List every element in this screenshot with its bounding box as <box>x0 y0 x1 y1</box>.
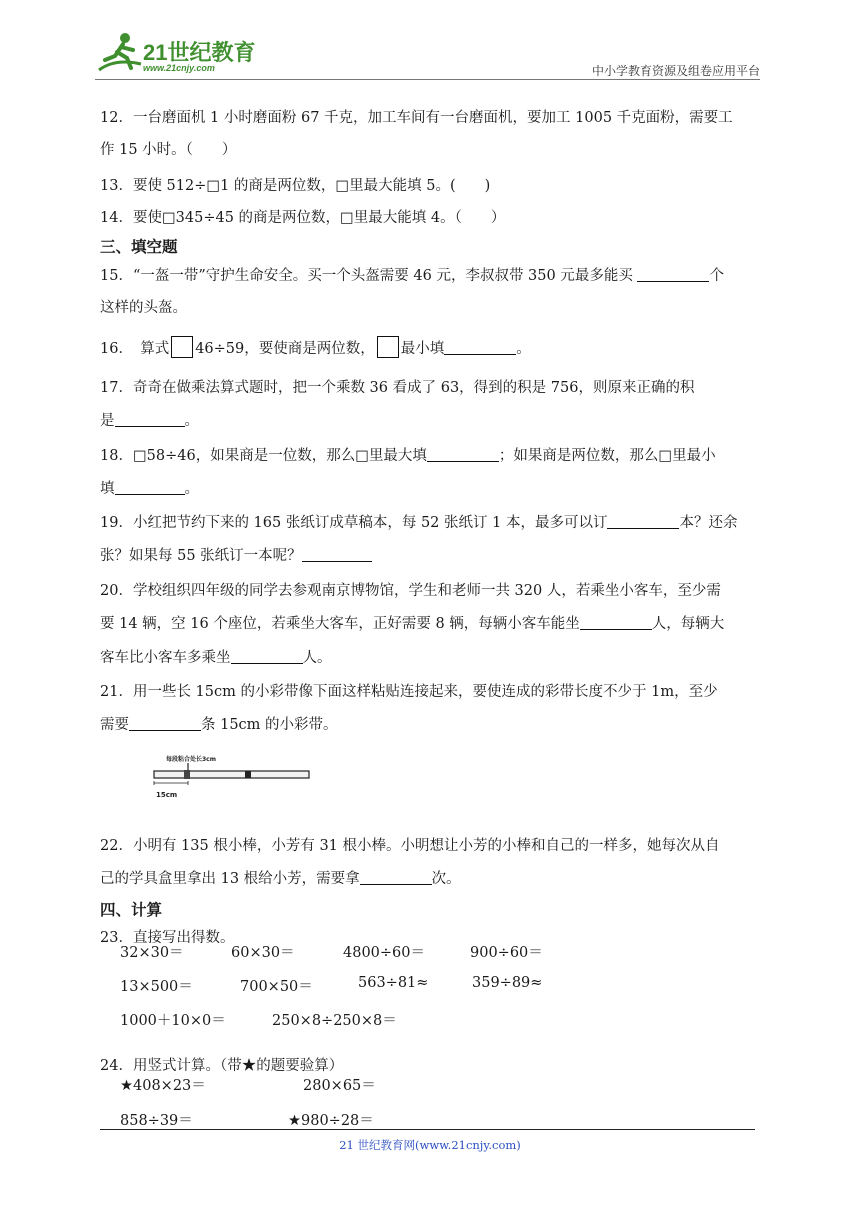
q21-line2: 需要 条 15cm 的小彩带。 <box>100 717 338 733</box>
calc-item: 13×500＝ <box>120 979 193 995</box>
logo-text: 21世纪教育 <box>143 40 256 65</box>
logo-url: www.21cnjy.com <box>143 63 215 73</box>
ribbon-length-label: 15cm <box>156 791 178 799</box>
answer-blank[interactable] <box>302 547 372 562</box>
q22-line2: 己的学具盒里拿出 13 根给小芳，需要拿 次。 <box>100 871 461 887</box>
section-calculation-title: 四、计算 <box>100 901 163 919</box>
q17-line1: 17．奇奇在做乘法算式题时，把一个乘数 36 看成了 63，得到的积是 756，则原来正确的积 <box>100 380 695 396</box>
answer-blank[interactable] <box>129 716 201 731</box>
q17-line2: 是 。 <box>100 413 199 429</box>
digit-box[interactable] <box>171 336 193 358</box>
section-fill-in-title: 三、填空题 <box>100 238 178 256</box>
q20-line2: 要 14 辆，空 16 个座位，若乘坐大客车，正好需要 8 辆，每辆小客车能坐 人，每辆大 <box>100 616 725 632</box>
digit-box[interactable] <box>377 336 399 358</box>
calc-item: 280×65＝ <box>303 1078 376 1094</box>
q24: 24．用竖式计算。（带★的题要验算） <box>100 1058 344 1074</box>
calc-item: 900÷60＝ <box>470 945 543 961</box>
q20-line1: 20．学校组织四年级的同学去参观南京博物馆，学生和老师一共 320 人，若乘坐小客车，至少需 <box>100 583 721 599</box>
q19-line1: 19．小红把节约下来的 165 张纸订成草稿本，每 52 张纸订 1 本，最多可以订 本？还余 <box>100 515 738 531</box>
answer-blank[interactable] <box>115 480 185 495</box>
answer-blank[interactable] <box>607 514 679 529</box>
calc-item: 563÷81≈ <box>358 975 429 991</box>
runner-logo-icon <box>95 30 145 76</box>
calc-item: 858÷39＝ <box>120 1113 193 1129</box>
ribbon-figure <box>152 752 312 800</box>
answer-blank[interactable] <box>360 870 432 885</box>
q14: 14．要使□345÷45 的商是两位数，□里最大能填 4。（ ） <box>100 210 506 226</box>
answer-blank[interactable] <box>580 615 652 630</box>
answer-blank[interactable] <box>427 447 499 462</box>
calc-item: 1000＋10×0＝ <box>120 1013 226 1029</box>
platform-title: 中小学教育资源及组卷应用平台 <box>591 64 760 78</box>
q16: 16． 算式 46÷59，要使商是两位数， 最小填 。 <box>100 336 531 358</box>
q15-line1: 15．“一盔一带”守护生命安全。买一个头盔需要 46 元，李叔叔带 350 元最多能买 个 <box>100 268 724 284</box>
q19-line2: 张？如果每 55 张纸订一本呢？ <box>100 544 372 565</box>
q12-line2: 作 15 小时。（ ） <box>100 142 237 158</box>
calc-item: 250×8÷250×8＝ <box>272 1013 397 1029</box>
logo <box>95 30 265 76</box>
answer-blank[interactable] <box>231 649 303 664</box>
q15-line2: 这样的头盔。 <box>100 300 187 316</box>
answer-blank[interactable] <box>115 412 185 427</box>
footer-divider <box>100 1129 755 1130</box>
q22-line1: 22．小明有 135 根小棒，小芳有 31 根小棒。小明想让小芳的小棒和自己的一样多，她每次从自 <box>100 838 720 854</box>
answer-blank[interactable] <box>444 340 516 355</box>
q23: 23．直接写出得数。 <box>100 930 235 946</box>
calc-item: 4800÷60＝ <box>343 945 426 961</box>
calc-item: 700×50＝ <box>240 979 313 995</box>
footer-text: 21 世纪教育网(www.21cnjy.com) <box>339 1138 521 1152</box>
ribbon-overlap-label: 每段粘合处长3cm <box>166 756 216 763</box>
calc-item: 32×30＝ <box>120 945 184 961</box>
q20-line3: 客车比小客车多乘坐 人。 <box>100 650 332 666</box>
calc-item: ★980÷28＝ <box>288 1113 374 1129</box>
q12-line1: 12．一台磨面机 1 小时磨面粉 67 千克，加工车间有一台磨面机，要加工 1005 千克面粉，需要工 <box>100 110 733 126</box>
answer-blank[interactable] <box>637 267 709 282</box>
q13: 13．要使 512÷□1 的商是两位数，□里最大能填 5。( ) <box>100 178 491 194</box>
q18-line2: 填 。 <box>100 481 199 497</box>
calc-item: 359÷89≈ <box>472 975 543 991</box>
calc-item: ★408×23＝ <box>120 1078 206 1094</box>
q18-line1: 18．□58÷46，如果商是一位数，那么□里最大填 ；如果商是两位数，那么□里最小 <box>100 448 716 464</box>
calc-item: 60×30＝ <box>231 945 295 961</box>
page-header <box>95 30 760 80</box>
q21-line1: 21．用一些长 15cm 的小彩带像下面这样粘贴连接起来，要使连成的彩带长度不少于 1m，至少 <box>100 684 718 700</box>
header-divider <box>95 79 760 80</box>
